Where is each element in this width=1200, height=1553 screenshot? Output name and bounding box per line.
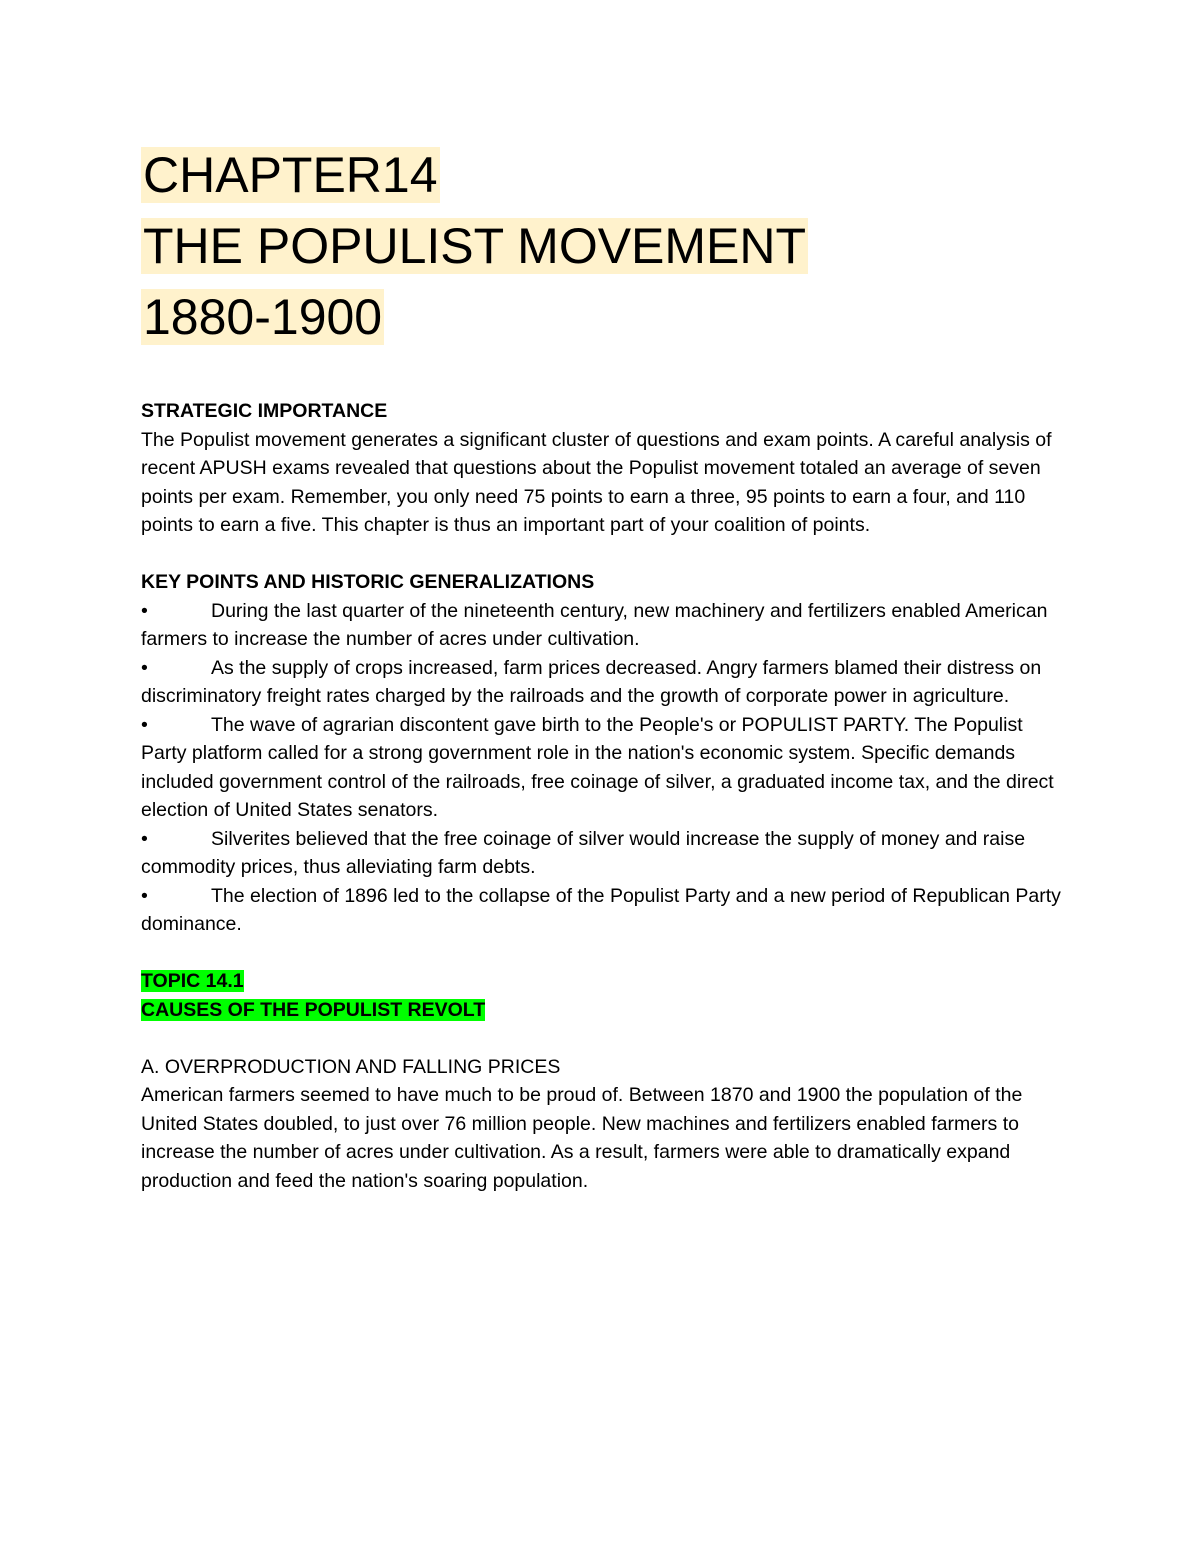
section-a: [141, 1053, 1071, 1196]
topic-title: [141, 996, 1071, 1025]
strategic-importance-heading: STRATEGIC IMPORTANCE: [141, 400, 388, 422]
key-point-text: Silverites believed that the free coinage of silver would increase the supply of money and raise commodity prices, thus alleviating farm debts.: [141, 827, 1026, 878]
key-point-text: During the last quarter of the nineteenth century, new machinery and fertilizers enabled American farmers to increase the number of acres under cultivation.: [141, 599, 1048, 650]
bullet-icon: •: [141, 884, 148, 907]
key-point-item: [141, 654, 1071, 711]
key-point-item: [141, 711, 1071, 825]
key-point-item: [141, 882, 1071, 939]
chapter-years-text: 1880-1900: [143, 289, 383, 345]
key-point-item: [141, 825, 1071, 882]
topic-title-text: CAUSES OF THE POPULIST REVOLT: [141, 998, 486, 1021]
bullet-icon: •: [141, 827, 148, 850]
key-points-section: [141, 568, 1071, 939]
key-point-text: As the supply of crops increased, farm prices decreased. Angry farmers blamed their distress on discriminatory freight rates charged by the railroads and the growth of corporate power in agriculture.: [141, 656, 1042, 707]
chapter-years: [141, 282, 1071, 353]
topic-number-text: TOPIC 14.1: [141, 970, 244, 992]
strategic-importance-section: [141, 397, 1071, 540]
bullet-icon: •: [141, 599, 148, 622]
strategic-importance-text: The Populist movement generates a significant cluster of questions and exam points. A careful analysis of recent APUSH exams revealed that questions about the Populist movement totaled an average of seven points per exam. Remember, you only need 75 points to earn a three, 95 points to earn a four, and 110 points to earn a five. This chapter is thus an important part of your coalition of points.: [141, 428, 1052, 536]
chapter-title: [141, 211, 1071, 282]
section-a-text: American farmers seemed to have much to be proud of. Between 1870 and 1900 the population of the United States doubled, to just over 76 million people. New machines and fertilizers enabled farmers to increase the number of acres under cultivation. As a result, farmers were able to dramatically expand production and feed the nation's soaring population.: [141, 1084, 1023, 1192]
chapter-title-text: THE POPULIST MOVEMENT: [143, 218, 807, 274]
topic-header: [141, 967, 1071, 1024]
document-page: [141, 140, 1071, 1195]
chapter-number-text: CHAPTER14: [143, 147, 438, 203]
bullet-icon: •: [141, 656, 148, 679]
topic-number: [141, 967, 1071, 996]
key-point-text: The wave of agrarian discontent gave birth to the People's or POPULIST PARTY. The Populist Party platform called for a strong government role in the nation's economic system. Specific demands included government control of the railroads, free coinage of silver, a graduated income tax, and the direct election of United States senators.: [141, 713, 1054, 821]
chapter-number: [141, 140, 1071, 211]
section-a-heading: A. OVERPRODUCTION AND FALLING PRICES: [141, 1055, 561, 1078]
key-points-heading: KEY POINTS AND HISTORIC GENERALIZATIONS: [141, 571, 595, 593]
bullet-icon: •: [141, 713, 148, 736]
key-point-text: The election of 1896 led to the collapse of the Populist Party and a new period of Republican Party dominance.: [141, 884, 1061, 935]
key-point-item: [141, 597, 1071, 654]
